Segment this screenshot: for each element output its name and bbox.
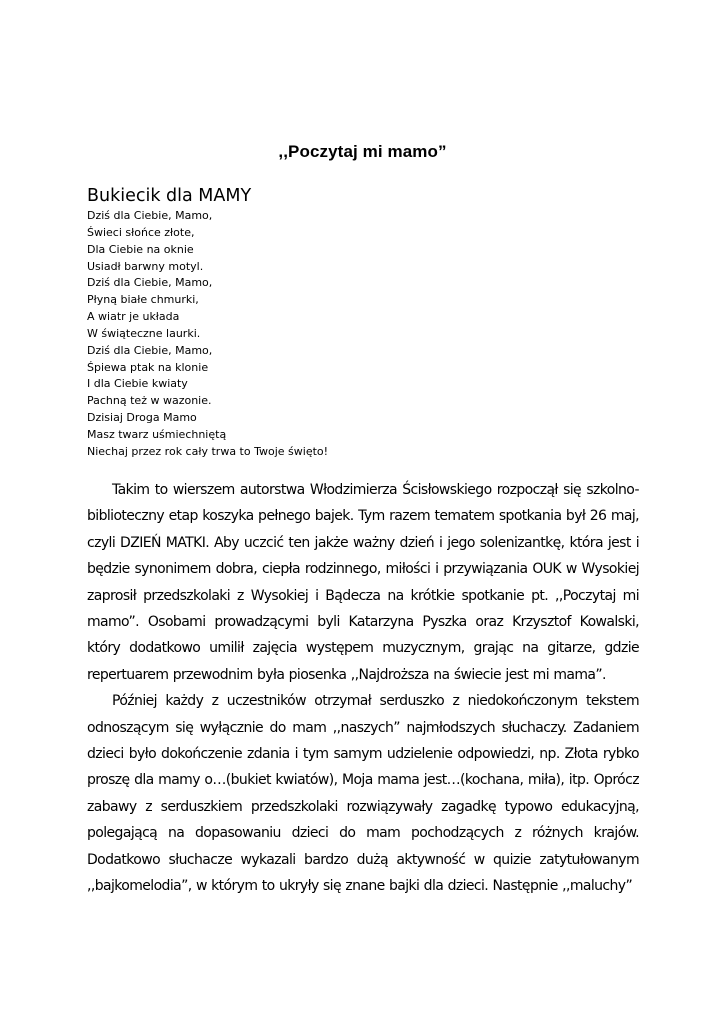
poem-heading: Bukiecik dla MAMY (87, 186, 252, 206)
poem-line: Dzisiaj Droga Mamo (87, 411, 197, 425)
poem-line: Pachną też w wazonie. (87, 394, 212, 408)
poem-line: Masz twarz uśmiechniętą (87, 427, 227, 441)
poem-line: Dla Ciebie na oknie (87, 242, 194, 256)
page-title: ,,Poczytaj mi mamo” (278, 142, 447, 161)
poem-line: W świąteczne laurki. (87, 326, 201, 340)
poem-line: Usiadł barwny motyl. (87, 259, 204, 273)
paragraph: Takim to wierszem autorstwa Włodzimierza Ścisłowskiego rozpoczął się szkolno-biblioteczny etap koszyka pełnego bajek. Tym razem tematem spotkania był 26 maj, czyli DZIEŃ MATKI. Aby uczcić ten jakże ważny dzień i jego solenizantkę, która jest i będzie synonimem dobra, ciepła rodzinnego, miłości i przywiązania OUK w Wysokiej zaprosił przedszkolaki z Wysokiej i Bądecza na krótkie spotkanie pt. ,,Poczytaj mi mamo”. Osobami prowadzącymi byli Katarzyna Pyszka oraz Krzysztof Kowalski, który dodatkowo umilił zajęcia występem muzycznym, grając na gitarze, gdzie repertuarem przewodnim była piosenka ,,Najdroższa na świecie jest mi mama”. (87, 482, 639, 683)
poem-text (87, 208, 328, 461)
poem-line: Śpiewa ptak na klonie (87, 360, 209, 374)
poem-line: Płyną białe chmurki, (87, 293, 199, 307)
poem-line: Niechaj przez rok cały trwa to Twoje święto! (87, 444, 329, 458)
poem-line: Dziś dla Ciebie, Mamo, (87, 276, 213, 290)
poem-line: A wiatr je układa (87, 310, 180, 324)
article-body (87, 477, 639, 900)
poem-line: Świeci słońce złote, (87, 225, 195, 239)
poem-line: Dziś dla Ciebie, Mamo, (87, 209, 213, 222)
poem-line: Dziś dla Ciebie, Mamo, (87, 343, 213, 357)
poem-line: I dla Ciebie kwiaty (87, 377, 188, 391)
paragraph: Później każdy z uczestników otrzymał serduszko z niedokończonym tekstem odnoszącym się wyłącznie do mam ,,naszych” najmłodszych słuchaczy. Zadaniem dzieci było dokończenie zdania i tym samym udzielenie odpowiedzi, np. Złota rybko proszę dla mamy o…(bukiet kwiatów), Moja mama jest…(kochana, miła), itp. Oprócz zabawy z serduszkiem przedszkolaki rozwiązywały zagadkę typowo edukacyjną, polegającą na dopasowaniu dzieci do mam pochodzących z różnych krajów. Dodatkowo słuchacze wykazali bardzo dużą aktywność w quizie zatytułowanym ,,bajkomelodia”, w którym to ukryły się znane bajki dla dzieci. Następnie ,,maluchy” (87, 693, 639, 895)
